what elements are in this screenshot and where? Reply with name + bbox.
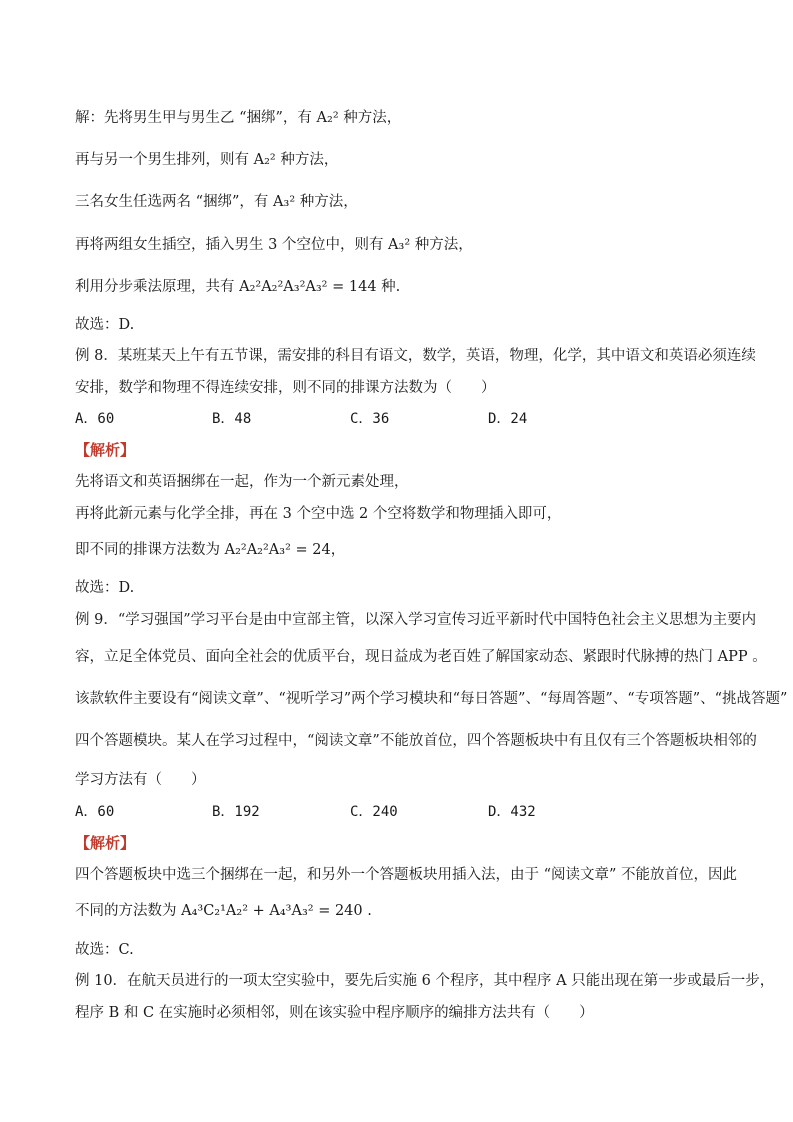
ex9-option-b: B．192: [212, 804, 260, 820]
solution-line-5: 利用分步乘法原理，共有 A₂²A₂²A₃²A₃² = 144 种.: [75, 279, 401, 295]
example-9-line-1: 例 9．“学习强国”学习平台是由中宣部主管，以深入学习宣传习近平新时代中国特色社会主义思想为主要内: [75, 612, 757, 628]
analysis-8-line-2: 再将此新元素与化学全排，再在 3 个空中选 2 个空将数学和物理插入即可，: [75, 506, 562, 522]
example-10-line-1: 例 10．在航天员进行的一项太空实验中，要先后实施 6 个程序，其中程序 A 只能出现在第一步或最后一步，: [75, 973, 775, 989]
example-9-line-2: 容，立足全体党员、面向全社会的优质平台，现日益成为老百姓了解国家动态、紧跟时代脉搏的热门 APP 。: [75, 649, 767, 665]
solution-line-3: 三名女生任选两名 “捆绑”，有 A₃² 种方法，: [75, 194, 358, 210]
ex8-option-b: B．48: [212, 411, 252, 427]
ex8-option-a: A．60: [75, 411, 115, 427]
example-8-line-2: 安排，数学和物理不得连续安排，则不同的排课方法数为（ ）: [75, 380, 496, 396]
solution-line-2: 再与另一个男生排列，则有 A₂² 种方法，: [75, 152, 339, 168]
example-9-line-4: 四个答题模块。某人在学习过程中，“阅读文章”不能放首位，四个答题板块中有且仅有三个答题板块相邻的: [75, 733, 757, 749]
analysis-9-line-1: 四个答题板块中选三个捆绑在一起，和另外一个答题板块用插入法，由于 “阅读文章” 不能放首位，因此: [75, 867, 738, 883]
analysis-8-line-1: 先将语文和英语捆绑在一起，作为一个新元素处理，: [75, 474, 409, 490]
analysis-8-line-3: 即不同的排课方法数为 A₂²A₂²A₃² = 24，: [75, 542, 346, 558]
solution-line-1: 解：先将男生甲与男生乙 “捆绑”，有 A₂² 种方法，: [75, 110, 402, 126]
analysis-label-8: 【解析】: [75, 441, 136, 459]
solution-line-4: 再将两组女生插空，插入男生 3 个空位中，则有 A₃² 种方法，: [75, 237, 473, 253]
example-9-line-5: 学习方法有（ ）: [75, 772, 206, 788]
ex9-option-c: C．240: [350, 804, 398, 820]
ex9-option-a: A．60: [75, 804, 115, 820]
answer-line-9: 故选：C.: [75, 942, 134, 958]
example-8-line-1: 例 8．某班某天上午有五节课，需安排的科目有语文，数学，英语，物理，化学，其中语文和英语必须连续: [75, 348, 756, 364]
example-10-line-2: 程序 B 和 C 在实施时必须相邻，则在该实验中程序顺序的编排方法共有（ ）: [75, 1005, 594, 1021]
analysis-label-9: 【解析】: [75, 834, 136, 852]
analysis-9-line-2: 不同的方法数为 A₄³C₂¹A₂² + A₄³A₃² = 240 .: [75, 903, 372, 919]
ex8-option-c: C．36: [350, 411, 390, 427]
ex8-option-d: D．24: [488, 411, 528, 427]
ex9-option-d: D．432: [488, 804, 536, 820]
answer-line-7: 故选：D.: [75, 317, 135, 333]
example-9-line-3: 该款软件主要设有“阅读文章”、“视听学习”两个学习模块和“每日答题”、“每周答题”、“专项答题”、“挑战答题”: [75, 691, 788, 707]
answer-line-8: 故选：D.: [75, 580, 135, 596]
